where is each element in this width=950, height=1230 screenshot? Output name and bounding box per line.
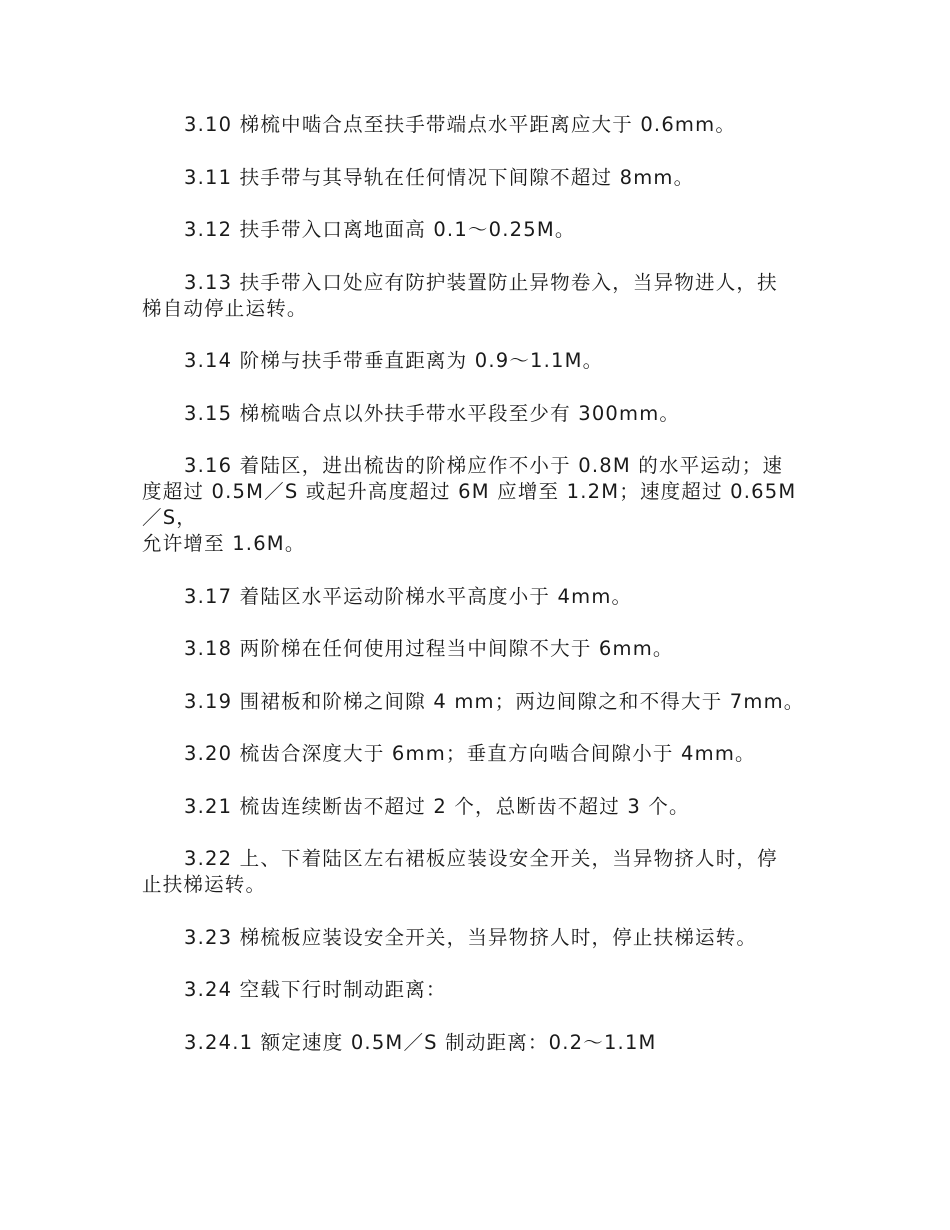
paragraph-3-19 — [142, 689, 808, 715]
text-line: 3.24.1 额定速度 0.5M／S 制动距离：0.2～1.1M — [184, 1030, 657, 1054]
text-line: 允许增至 1.6M。 — [142, 532, 306, 555]
paragraph-3-20 — [142, 741, 808, 767]
text-line: 3.15 梯梳啮合点以外扶手带水平段至少有 300mm。 — [184, 401, 681, 425]
text-line: 3.21 梳齿连续断齿不超过 2 个，总断齿不超过 3 个。 — [184, 794, 690, 818]
text-line: 3.16 着陆区，进出梳齿的阶梯应作不小于 0.8M 的水平运动；速 — [184, 454, 784, 477]
text-line: 3.12 扶手带入口离地面高 0.1～0.25M。 — [184, 218, 576, 241]
text-line: 3.18 两阶梯在任何使用过程当中间隙不大于 6mm。 — [184, 637, 674, 660]
text-line: 3.13 扶手带入口处应有防护装置防止异物卷入，当异物进人，扶 — [184, 270, 778, 294]
text-line: 度超过 0.5M／S 或起升高度超过 6M 应增至 1.2M；速度超过 0.65M／S， — [142, 480, 797, 529]
text-line: 3.24 空载下行时制动距离： — [184, 978, 447, 1001]
document-page — [142, 112, 808, 1082]
text-line: 止扶梯运转。 — [142, 873, 267, 896]
text-line: 3.20 梳齿合深度大于 6mm；垂直方向啮合间隙小于 4mm。 — [184, 742, 756, 765]
paragraph-3-21 — [142, 794, 808, 820]
paragraph-3-18 — [142, 636, 808, 662]
text-line: 梯自动停止运转。 — [142, 296, 308, 320]
paragraph-3-16 — [142, 453, 808, 557]
paragraph-3-22 — [142, 846, 808, 898]
paragraph-3-23 — [142, 925, 808, 951]
paragraph-3-14 — [142, 348, 808, 374]
text-line: 3.14 阶梯与扶手带垂直距离为 0.9～1.1M。 — [184, 349, 604, 372]
paragraph-3-24-1 — [142, 1030, 808, 1056]
text-line: 3.23 梯梳板应装设安全开关，当异物挤人时，停止扶梯运转。 — [184, 925, 758, 949]
text-line: 3.11 扶手带与其导轨在任何情况下间隙不超过 8mm。 — [184, 165, 695, 189]
paragraph-3-15 — [142, 401, 808, 427]
paragraph-3-24 — [142, 977, 808, 1003]
paragraph-3-12 — [142, 217, 808, 243]
text-line: 3.22 上、下着陆区左右裙板应装设安全开关，当异物挤人时，停 — [184, 847, 778, 870]
text-line: 3.19 围裙板和阶梯之间隙 4 mm；两边间隙之和不得大于 7mm。 — [184, 689, 805, 713]
text-line: 3.17 着陆区水平运动阶梯水平高度小于 4mm。 — [184, 584, 633, 608]
paragraph-3-10 — [142, 112, 808, 138]
paragraph-3-17 — [142, 584, 808, 610]
text-line: 3.10 梯梳中啮合点至扶手带端点水平距离应大于 0.6mm。 — [184, 113, 737, 136]
paragraph-3-11 — [142, 165, 808, 191]
paragraph-3-13 — [142, 270, 808, 322]
